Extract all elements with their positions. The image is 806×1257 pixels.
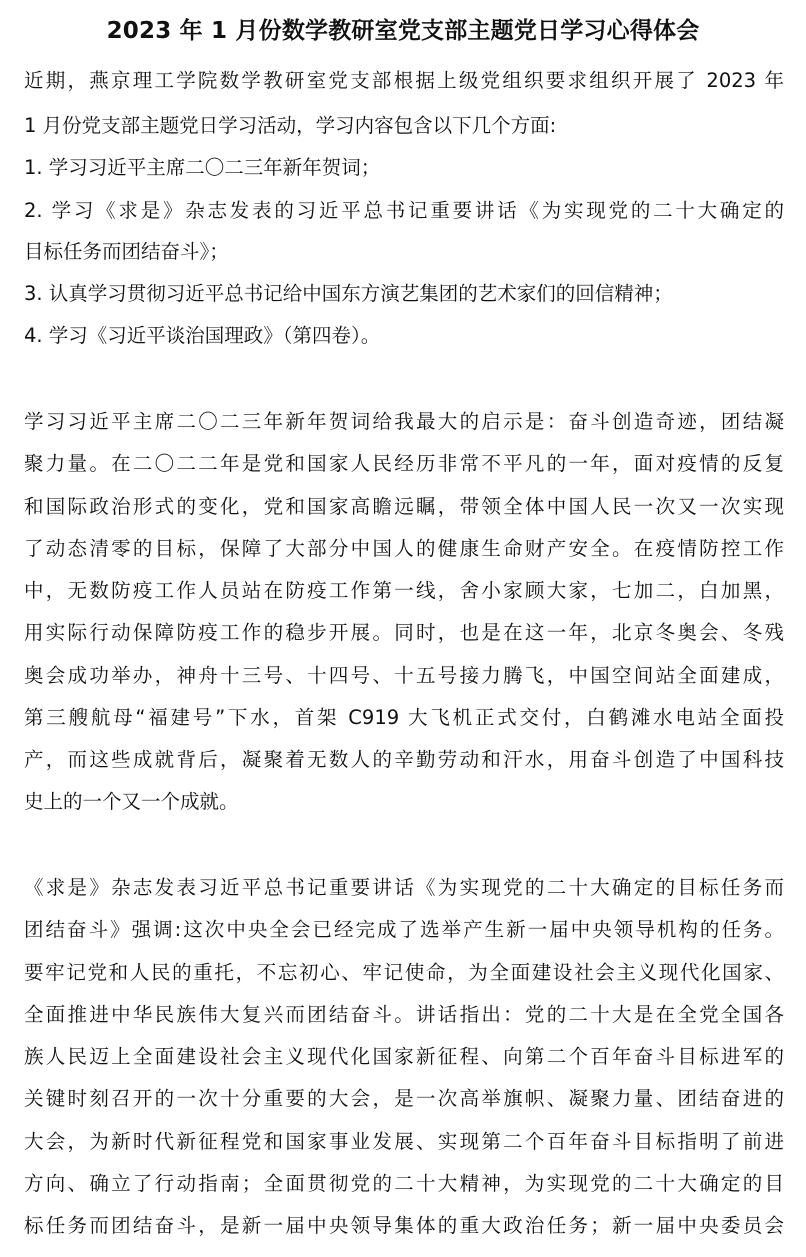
intro-line: 近期，燕京理工学院数学教研室党支部根据上级党组织要求组织开展了 2023 年 (24, 69, 784, 92)
paragraph-1-line: 了动态清零的目标，保障了大部分中国人的健康生命财产安全。在疫情防控工作 (24, 537, 784, 560)
paragraph-1-line: 用实际行动保障防疫工作的稳步开展。同时，也是在这一年，北京冬奥会、冬残 (24, 621, 784, 644)
paragraph-1-line: 产，而这些成就背后，凝聚着无数人的辛勤劳动和汗水，用奋斗创造了中国科技 (24, 748, 784, 771)
paragraph-1-line: 史上的一个又一个成就。 (24, 790, 239, 813)
paragraph-1-line: 聚力量。在二〇二二年是党和国家人民经历非常不平凡的一年，面对疫情的反复 (24, 452, 784, 475)
paragraph-2-line: 标任务而团结奋斗，是新一届中央领导集体的重大政治任务；新一届中央委员会 (24, 1214, 784, 1237)
paragraph-2-line: 方向、确立了行动指南；全面贯彻党的二十大精神，为实现党的二十大确定的目 (24, 1172, 784, 1195)
paragraph-1-line: 中，无数防疫工作人员站在防疫工作第一线，舍小家顾大家，七加二，白加黑， (24, 579, 784, 602)
paragraph-1-line: 第三艘航母“福建号”下水，首架 C919 大飞机正式交付，白鹤滩水电站全面投 (24, 706, 784, 729)
paragraph-1-line: 和国际政治形式的变化，党和国家高瞻远瞩，带领全体中国人民一次又一次实现 (24, 495, 784, 518)
paragraph-2-line: 族人民迈上全面建设社会主义现代化国家新征程、向第二个百年奋斗目标进军的 (24, 1045, 784, 1068)
paragraph-1-line: 奥会成功举办，神舟十三号、十四号、十五号接力腾飞，中国空间站全面建成， (24, 664, 784, 687)
paragraph-2-line: 团结奋斗》强调:这次中央全会已经完成了选举产生新一届中央领导机构的任务。 (24, 918, 784, 941)
list-item: 2. 学习《求是》杂志发表的习近平总书记重要讲话《为实现党的二十大确定的 (24, 199, 784, 222)
intro-line: 1 月份党支部主题党日学习活动，学习内容包含以下几个方面: (24, 114, 557, 137)
paragraph-2-line: 大会，为新时代新征程党和国家事业发展、实现第二个百年奋斗目标指明了前进 (24, 1130, 784, 1153)
paragraph-2-line: 关键时刻召开的一次十分重要的大会，是一次高举旗帜、凝聚力量、团结奋进的 (24, 1087, 784, 1110)
list-item: 3. 认真学习贯彻习近平总书记给中国东方演艺集团的艺术家们的回信精神； (24, 282, 673, 305)
list-item: 4. 学习《习近平谈治国理政》（第四卷）。 (24, 324, 381, 347)
paragraph-1-line: 学习习近平主席二〇二三年新年贺词给我最大的启示是：奋斗创造奇迹，团结凝 (24, 410, 784, 433)
list-item: 1. 学习习近平主席二〇二三年新年贺词； (24, 156, 381, 179)
list-item-continuation: 目标任务而团结奋斗》； (24, 240, 229, 263)
paragraph-2-line: 《求是》杂志发表习近平总书记重要讲话《为实现党的二十大确定的目标任务而 (24, 876, 784, 899)
paragraph-2-line: 要牢记党和人民的重托，不忘初心、牢记使命，为全面建设社会主义现代化国家、 (24, 961, 784, 984)
paragraph-2-line: 全面推进中华民族伟大复兴而团结奋斗。讲话指出：党的二十大是在全党全国各 (24, 1003, 784, 1026)
document-title: 2023 年 1 月份数学教研室党支部主题党日学习心得体会 (106, 18, 700, 44)
